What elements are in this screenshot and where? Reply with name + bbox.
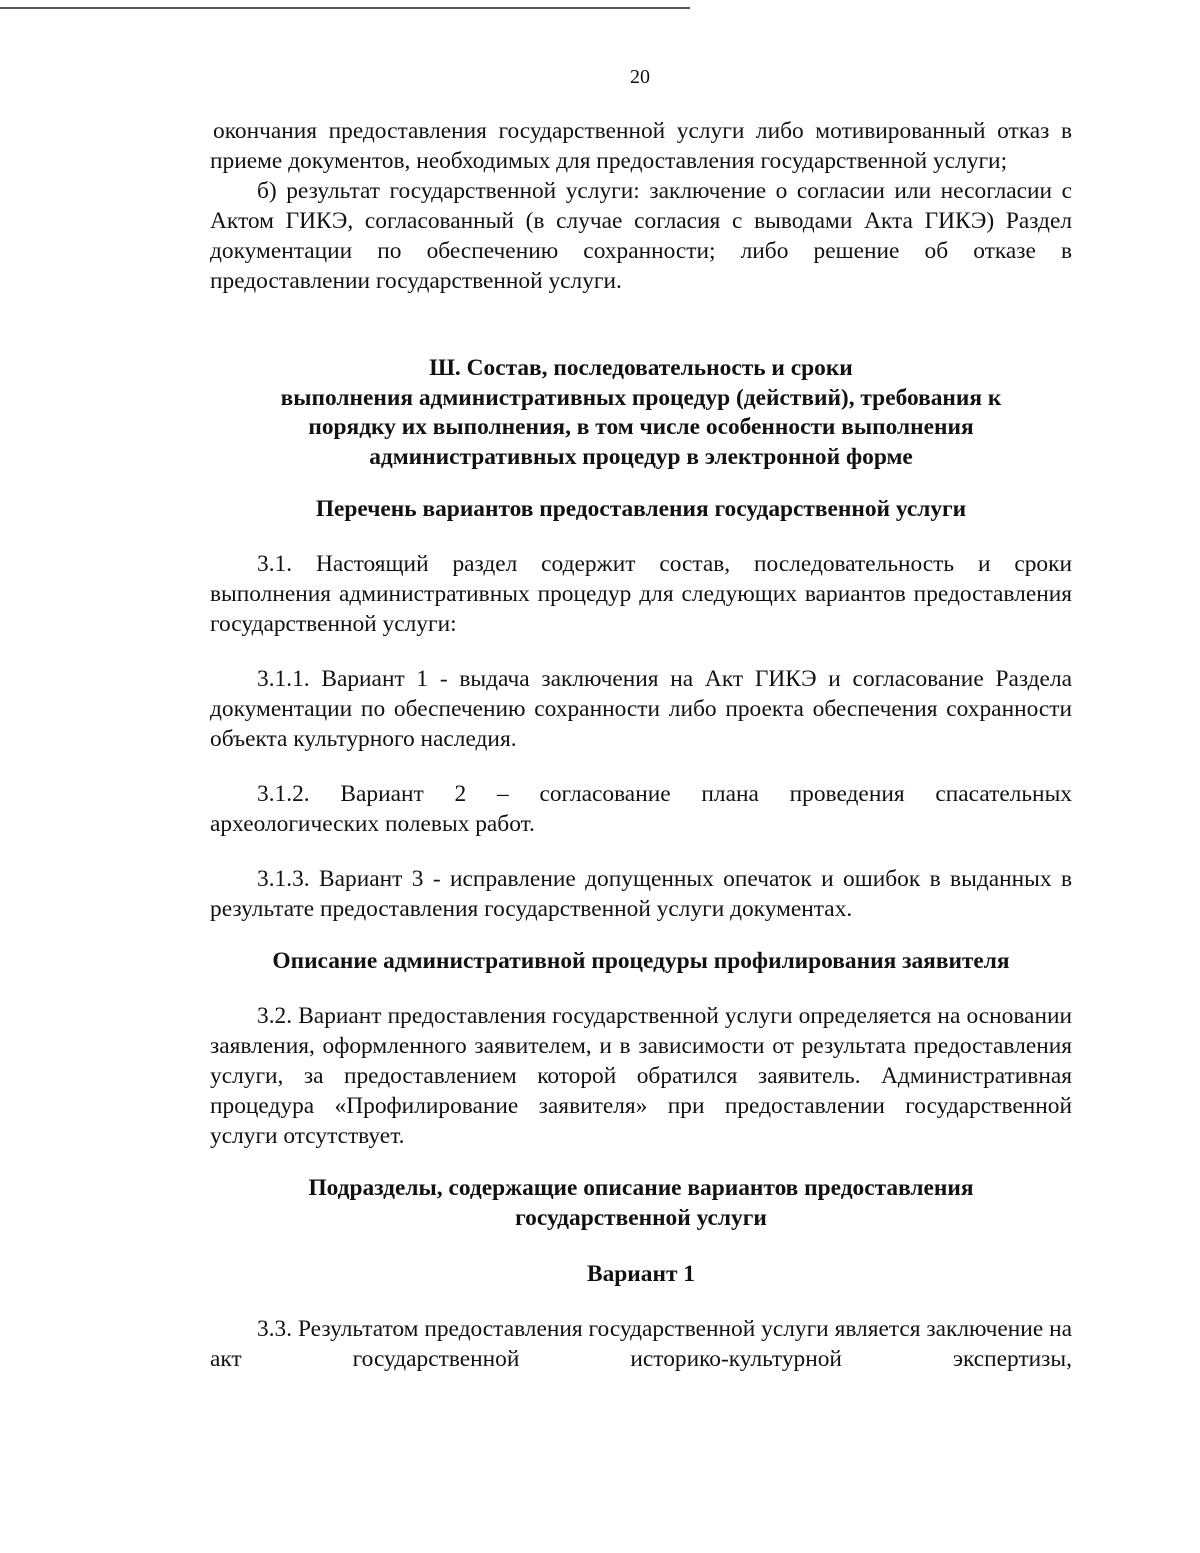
paragraph-result-b: б) результат государственной услуги: заключение о согласии или несогласии с Актом ГИКЭ, согласованный (в случае согласия с выводами Акта ГИКЭ) Раздел документации по обеспечению сохранности; либо решение об отказе в предоставлении государственной услуги. [210,178,1072,294]
section-heading-line: административных процедур в электронной форме [369,443,913,470]
paragraph-3-1: 3.1. Настоящий раздел содержит состав, последовательность и сроки выполнения административных процедур для следующих вариантов предоставления государственной услуги: [210,551,1072,637]
paragraph-3-1-1: 3.1.1. Вариант 1 - выдача заключения на Акт ГИКЭ и согласование Раздела документации по обеспечению сохранности либо проекта обеспечения сохранности объекта культурного наследия. [210,666,1072,752]
paragraph-continuation: окончания предоставления государственной услуги либо мотивированный отказ в приеме документов, необходимых для предоставления государственной услуги; [210,118,1072,174]
subheading-profiling: Описание административной процедуры профилирования заявителя [272,948,1010,974]
section-heading-line: порядку их выполнения, в том числе особенности выполнения [308,414,974,440]
paragraph-3-3: 3.3. Результатом предоставления государственной услуги является заключение на акт государственной историко-культурной экспертизы, [210,1316,1072,1372]
page-number: 20 [630,66,650,88]
section-heading [210,354,1072,472]
paragraph-3-2: 3.2. Вариант предоставления государственной услуги определяется на основании заявления, оформленного заявителем, и в зависимости от результата предоставления услуги, за предоставлением которой обратился заявитель. Административная процедура «Профилирование заявителя» при предоставлении государственной услуги отсутствует. [210,1003,1072,1149]
subheading-subsections [210,1173,1072,1233]
document-body [210,116,1072,1374]
subheading-line: Подразделы, содержащие описание вариантов предоставления [308,1175,974,1201]
subheading-variant-1: Вариант 1 [587,1261,695,1287]
paragraph-3-1-3: 3.1.3. Вариант 3 - исправление допущенных опечаток и ошибок в выданных в результате предоставления государственной услуги документах. [210,866,1072,922]
subheading-variants-list: Перечень вариантов предоставления государственной услуги [315,496,967,522]
paragraph-3-1-2: 3.1.2. Вариант 2 – согласование плана проведения спасательных археологических полевых работ. [210,781,1072,837]
section-heading-line: выполнения административных процедур (действий), требования к [280,384,1002,411]
section-heading-line: Ш. Состав, последовательность и сроки [429,355,853,381]
scan-artifact-line [0,7,690,9]
subheading-line: государственной услуги [515,1205,767,1231]
